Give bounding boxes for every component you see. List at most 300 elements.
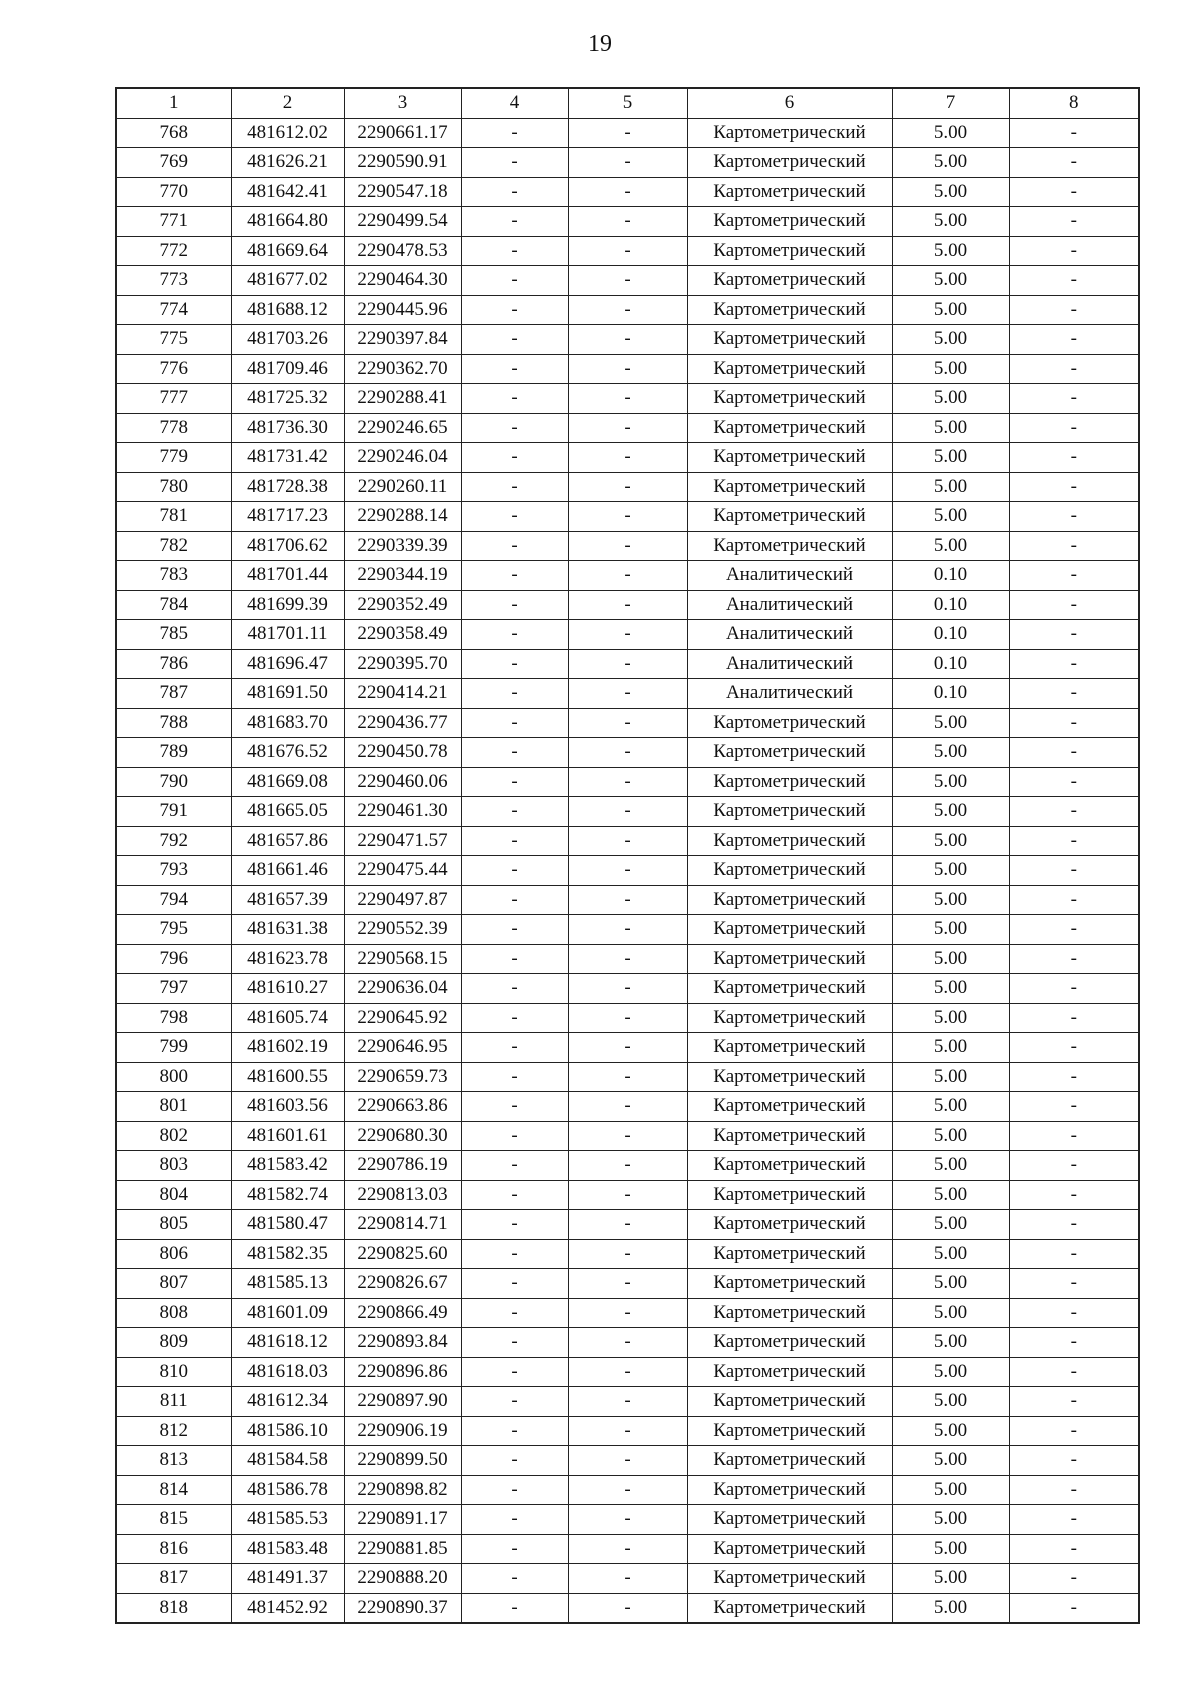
table-cell: 2290352.49: [344, 590, 461, 620]
table-cell: Картометрический: [687, 1210, 892, 1240]
table-cell: 2290344.19: [344, 561, 461, 591]
table-cell: -: [1009, 1387, 1139, 1417]
table-cell: -: [1009, 944, 1139, 974]
table-cell: -: [568, 1328, 687, 1358]
table-cell: -: [1009, 472, 1139, 502]
table-cell: -: [568, 531, 687, 561]
table-cell: 808: [116, 1298, 231, 1328]
table-cell: -: [1009, 826, 1139, 856]
table-cell: 798: [116, 1003, 231, 1033]
table-cell: 812: [116, 1416, 231, 1446]
table-row: [116, 443, 1139, 473]
table-cell: 2290866.49: [344, 1298, 461, 1328]
table-cell: 5.00: [892, 915, 1009, 945]
table-cell: Картометрический: [687, 1003, 892, 1033]
table-cell: 481631.38: [231, 915, 344, 945]
table-cell: Картометрический: [687, 738, 892, 768]
table-cell: 0.10: [892, 620, 1009, 650]
table-cell: 779: [116, 443, 231, 473]
table-cell: 2290288.41: [344, 384, 461, 414]
table-cell: 2290450.78: [344, 738, 461, 768]
table-cell: 2290893.84: [344, 1328, 461, 1358]
table-cell: 5.00: [892, 1151, 1009, 1181]
table-cell: Картометрический: [687, 207, 892, 237]
table-row: [116, 1416, 1139, 1446]
table-cell: -: [568, 1564, 687, 1594]
table-cell: 481665.05: [231, 797, 344, 827]
table-cell: 481664.80: [231, 207, 344, 237]
table-row: [116, 413, 1139, 443]
column-header: 7: [892, 88, 1009, 118]
table-cell: 481586.10: [231, 1416, 344, 1446]
table-cell: 481618.03: [231, 1357, 344, 1387]
table-cell: -: [461, 1062, 568, 1092]
table-cell: -: [568, 885, 687, 915]
page-number: 19: [588, 31, 612, 57]
table-cell: -: [1009, 974, 1139, 1004]
table-cell: -: [461, 295, 568, 325]
table-cell: -: [461, 177, 568, 207]
table-cell: 2290445.96: [344, 295, 461, 325]
table-cell: 5.00: [892, 236, 1009, 266]
table-cell: -: [1009, 1446, 1139, 1476]
table-cell: 481728.38: [231, 472, 344, 502]
table-cell: Картометрический: [687, 266, 892, 296]
table-cell: 2290590.91: [344, 148, 461, 178]
table-cell: -: [568, 148, 687, 178]
table-cell: -: [1009, 1003, 1139, 1033]
table-cell: -: [461, 325, 568, 355]
table-cell: 804: [116, 1180, 231, 1210]
table-cell: 5.00: [892, 1269, 1009, 1299]
table-cell: -: [461, 1475, 568, 1505]
table-cell: 481623.78: [231, 944, 344, 974]
table-cell: -: [568, 413, 687, 443]
table-cell: 802: [116, 1121, 231, 1151]
table-row: [116, 856, 1139, 886]
table-cell: -: [568, 797, 687, 827]
table-cell: -: [1009, 1593, 1139, 1623]
table-cell: 786: [116, 649, 231, 679]
table-row: [116, 207, 1139, 237]
table-cell: 481683.70: [231, 708, 344, 738]
table-cell: Картометрический: [687, 1062, 892, 1092]
table-cell: Картометрический: [687, 413, 892, 443]
table-cell: -: [1009, 1328, 1139, 1358]
table-cell: 772: [116, 236, 231, 266]
table-cell: -: [568, 1593, 687, 1623]
table-cell: Картометрический: [687, 1269, 892, 1299]
table-cell: -: [568, 1092, 687, 1122]
table-cell: -: [461, 1328, 568, 1358]
table-cell: Картометрический: [687, 856, 892, 886]
table-cell: -: [461, 885, 568, 915]
table-cell: -: [568, 590, 687, 620]
table-cell: 781: [116, 502, 231, 532]
table-cell: 481600.55: [231, 1062, 344, 1092]
table-cell: Картометрический: [687, 1505, 892, 1535]
table-cell: 795: [116, 915, 231, 945]
table-cell: 481586.78: [231, 1475, 344, 1505]
table-cell: 481612.34: [231, 1387, 344, 1417]
table-cell: -: [461, 472, 568, 502]
table-cell: 5.00: [892, 384, 1009, 414]
table-cell: 2290568.15: [344, 944, 461, 974]
table-cell: 768: [116, 118, 231, 148]
table-cell: -: [568, 1239, 687, 1269]
table-cell: 771: [116, 207, 231, 237]
table-cell: -: [1009, 148, 1139, 178]
table-cell: 782: [116, 531, 231, 561]
table-cell: -: [1009, 1062, 1139, 1092]
table-cell: -: [568, 1180, 687, 1210]
table-cell: 5.00: [892, 1446, 1009, 1476]
table-cell: Картометрический: [687, 797, 892, 827]
table-cell: 5.00: [892, 1180, 1009, 1210]
table-cell: 806: [116, 1239, 231, 1269]
table-cell: 800: [116, 1062, 231, 1092]
table-cell: 5.00: [892, 1121, 1009, 1151]
table-cell: 2290497.87: [344, 885, 461, 915]
table-cell: -: [461, 1239, 568, 1269]
table-cell: 481612.02: [231, 118, 344, 148]
table-cell: 5.00: [892, 1564, 1009, 1594]
table-cell: 481583.42: [231, 1151, 344, 1181]
table-cell: -: [1009, 502, 1139, 532]
table-cell: 481676.52: [231, 738, 344, 768]
table-cell: 481452.92: [231, 1593, 344, 1623]
table-cell: 5.00: [892, 531, 1009, 561]
table-cell: -: [461, 1033, 568, 1063]
table-cell: -: [1009, 207, 1139, 237]
table-cell: Картометрический: [687, 1475, 892, 1505]
table-cell: 778: [116, 413, 231, 443]
table-cell: 5.00: [892, 1092, 1009, 1122]
table-cell: -: [1009, 738, 1139, 768]
table-cell: -: [461, 1446, 568, 1476]
table-cell: -: [1009, 1239, 1139, 1269]
table-cell: 481717.23: [231, 502, 344, 532]
table-cell: 816: [116, 1534, 231, 1564]
table-body: [116, 118, 1139, 1623]
table-cell: 481602.19: [231, 1033, 344, 1063]
table-cell: -: [461, 1003, 568, 1033]
table-cell: 481580.47: [231, 1210, 344, 1240]
table-row: [116, 1121, 1139, 1151]
table-cell: -: [1009, 1269, 1139, 1299]
table-cell: -: [568, 177, 687, 207]
table-row: [116, 531, 1139, 561]
table-cell: 481584.58: [231, 1446, 344, 1476]
table-cell: 481642.41: [231, 177, 344, 207]
table-cell: 481626.21: [231, 148, 344, 178]
table-row: [116, 1269, 1139, 1299]
table-cell: 5.00: [892, 1475, 1009, 1505]
table-row: [116, 1387, 1139, 1417]
table-cell: 2290475.44: [344, 856, 461, 886]
table-cell: -: [461, 413, 568, 443]
table-cell: 5.00: [892, 1505, 1009, 1535]
table-cell: -: [1009, 915, 1139, 945]
table-cell: 2290460.06: [344, 767, 461, 797]
table-cell: 801: [116, 1092, 231, 1122]
table-cell: -: [461, 944, 568, 974]
table-cell: 5.00: [892, 826, 1009, 856]
table-cell: 481701.44: [231, 561, 344, 591]
table-cell: 790: [116, 767, 231, 797]
table-row: [116, 590, 1139, 620]
table-row: [116, 1534, 1139, 1564]
table-cell: 5.00: [892, 944, 1009, 974]
table-cell: -: [461, 1534, 568, 1564]
table-cell: -: [1009, 885, 1139, 915]
table-cell: 0.10: [892, 679, 1009, 709]
table-cell: 2290896.86: [344, 1357, 461, 1387]
table-cell: 5.00: [892, 266, 1009, 296]
table-cell: -: [1009, 767, 1139, 797]
table-cell: 2290890.37: [344, 1593, 461, 1623]
column-header: 4: [461, 88, 568, 118]
table-cell: -: [461, 1387, 568, 1417]
table-cell: 787: [116, 679, 231, 709]
table-cell: -: [568, 1121, 687, 1151]
table-row: [116, 502, 1139, 532]
table-cell: 2290663.86: [344, 1092, 461, 1122]
table-cell: -: [568, 236, 687, 266]
table-cell: 2290362.70: [344, 354, 461, 384]
table-cell: -: [568, 1446, 687, 1476]
table-cell: Картометрический: [687, 354, 892, 384]
table-row: [116, 1180, 1139, 1210]
table-row: [116, 679, 1139, 709]
table-cell: -: [1009, 1416, 1139, 1446]
table-cell: -: [1009, 266, 1139, 296]
table-cell: Картометрический: [687, 118, 892, 148]
table-cell: -: [1009, 590, 1139, 620]
table-cell: Картометрический: [687, 472, 892, 502]
table-row: [116, 826, 1139, 856]
table-cell: 5.00: [892, 1239, 1009, 1269]
table-cell: -: [461, 590, 568, 620]
table-cell: 0.10: [892, 649, 1009, 679]
table-cell: -: [461, 236, 568, 266]
table-cell: -: [461, 974, 568, 1004]
table-cell: -: [568, 1003, 687, 1033]
table-row: [116, 767, 1139, 797]
table-cell: 817: [116, 1564, 231, 1594]
table-cell: -: [461, 620, 568, 650]
table-cell: -: [1009, 649, 1139, 679]
table-cell: 481661.46: [231, 856, 344, 886]
table-cell: -: [568, 944, 687, 974]
table-cell: 2290464.30: [344, 266, 461, 296]
table-cell: -: [461, 915, 568, 945]
table-cell: -: [1009, 620, 1139, 650]
table-cell: 5.00: [892, 1298, 1009, 1328]
table-cell: Аналитический: [687, 561, 892, 591]
column-header: 3: [344, 88, 461, 118]
table-cell: -: [568, 974, 687, 1004]
table-cell: -: [568, 354, 687, 384]
table-cell: 777: [116, 384, 231, 414]
table-cell: 776: [116, 354, 231, 384]
table-cell: Картометрический: [687, 1328, 892, 1358]
table-cell: 785: [116, 620, 231, 650]
table-header-row: [116, 88, 1139, 118]
table-cell: 5.00: [892, 1003, 1009, 1033]
table-cell: 791: [116, 797, 231, 827]
table-row: [116, 236, 1139, 266]
table-row: [116, 561, 1139, 591]
table-cell: -: [461, 1210, 568, 1240]
table-cell: 2290547.18: [344, 177, 461, 207]
table-cell: Картометрический: [687, 1446, 892, 1476]
table-cell: 2290825.60: [344, 1239, 461, 1269]
table-cell: -: [461, 384, 568, 414]
table-cell: Картометрический: [687, 1416, 892, 1446]
table-cell: -: [461, 354, 568, 384]
table-cell: 5.00: [892, 207, 1009, 237]
table-row: [116, 944, 1139, 974]
table-cell: -: [568, 738, 687, 768]
table-row: [116, 384, 1139, 414]
table-cell: -: [568, 561, 687, 591]
table-cell: 2290636.04: [344, 974, 461, 1004]
table-cell: Картометрический: [687, 1121, 892, 1151]
table-cell: -: [1009, 797, 1139, 827]
table-row: [116, 1593, 1139, 1623]
table-cell: 2290339.39: [344, 531, 461, 561]
table-cell: 5.00: [892, 856, 1009, 886]
table-cell: -: [461, 266, 568, 296]
table-cell: 481583.48: [231, 1534, 344, 1564]
table-row: [116, 148, 1139, 178]
table-cell: Аналитический: [687, 649, 892, 679]
table-cell: -: [568, 118, 687, 148]
table-row: [116, 1328, 1139, 1358]
table-cell: -: [461, 1357, 568, 1387]
table-cell: 2290288.14: [344, 502, 461, 532]
table-cell: 5.00: [892, 1593, 1009, 1623]
table-cell: -: [568, 679, 687, 709]
table-cell: -: [568, 856, 687, 886]
table-cell: Картометрический: [687, 767, 892, 797]
table-cell: 5.00: [892, 1357, 1009, 1387]
table-cell: -: [1009, 1357, 1139, 1387]
table-cell: 2290246.04: [344, 443, 461, 473]
table-cell: Аналитический: [687, 620, 892, 650]
table-cell: 813: [116, 1446, 231, 1476]
table-cell: 5.00: [892, 797, 1009, 827]
table-cell: -: [461, 797, 568, 827]
table-cell: 481603.56: [231, 1092, 344, 1122]
table-cell: -: [568, 1033, 687, 1063]
table-cell: 2290397.84: [344, 325, 461, 355]
table-cell: Картометрический: [687, 502, 892, 532]
table-cell: Картометрический: [687, 915, 892, 945]
table-cell: 481669.64: [231, 236, 344, 266]
table-cell: 2290659.73: [344, 1062, 461, 1092]
table-cell: 2290898.82: [344, 1475, 461, 1505]
table-cell: -: [1009, 1298, 1139, 1328]
table-cell: -: [1009, 1151, 1139, 1181]
table-cell: -: [568, 767, 687, 797]
table-cell: 2290260.11: [344, 472, 461, 502]
table-row: [116, 797, 1139, 827]
table-cell: -: [1009, 1505, 1139, 1535]
table-cell: Картометрический: [687, 325, 892, 355]
table-cell: Картометрический: [687, 1593, 892, 1623]
table-cell: -: [461, 649, 568, 679]
table-cell: Картометрический: [687, 1564, 892, 1594]
table-cell: 481688.12: [231, 295, 344, 325]
table-cell: Картометрический: [687, 1298, 892, 1328]
table-cell: 2290906.19: [344, 1416, 461, 1446]
table-cell: 0.10: [892, 590, 1009, 620]
table-cell: -: [568, 325, 687, 355]
table-row: [116, 1505, 1139, 1535]
table-cell: -: [568, 502, 687, 532]
table-row: [116, 738, 1139, 768]
table-cell: 2290786.19: [344, 1151, 461, 1181]
table-cell: 5.00: [892, 118, 1009, 148]
table-cell: 770: [116, 177, 231, 207]
table-cell: Картометрический: [687, 826, 892, 856]
table-cell: -: [1009, 679, 1139, 709]
table-row: [116, 974, 1139, 1004]
table-cell: -: [568, 649, 687, 679]
table-cell: -: [461, 502, 568, 532]
table-cell: -: [568, 1387, 687, 1417]
table-cell: 5.00: [892, 767, 1009, 797]
table-row: [116, 1357, 1139, 1387]
table-row: [116, 295, 1139, 325]
table-cell: -: [1009, 708, 1139, 738]
table-cell: Картометрический: [687, 1357, 892, 1387]
table-cell: Аналитический: [687, 590, 892, 620]
table-cell: 5.00: [892, 354, 1009, 384]
table-cell: -: [461, 1151, 568, 1181]
table-cell: 481657.86: [231, 826, 344, 856]
table-cell: Картометрический: [687, 974, 892, 1004]
table-cell: -: [461, 826, 568, 856]
table-row: [116, 1003, 1139, 1033]
table-cell: 5.00: [892, 708, 1009, 738]
table-cell: 481585.13: [231, 1269, 344, 1299]
table-cell: 2290888.20: [344, 1564, 461, 1594]
table-cell: 773: [116, 266, 231, 296]
table-cell: Картометрический: [687, 1033, 892, 1063]
table-cell: 783: [116, 561, 231, 591]
table-cell: -: [568, 1210, 687, 1240]
table-cell: Картометрический: [687, 944, 892, 974]
table-cell: 481669.08: [231, 767, 344, 797]
table-cell: 792: [116, 826, 231, 856]
table-cell: -: [1009, 1121, 1139, 1151]
table-cell: -: [568, 295, 687, 325]
table-cell: 481582.35: [231, 1239, 344, 1269]
table-cell: 5.00: [892, 472, 1009, 502]
table-cell: 481725.32: [231, 384, 344, 414]
table-cell: -: [461, 679, 568, 709]
table-cell: Картометрический: [687, 1387, 892, 1417]
table-cell: -: [1009, 856, 1139, 886]
table-cell: -: [461, 207, 568, 237]
table-cell: -: [461, 708, 568, 738]
table-cell: 2290461.30: [344, 797, 461, 827]
table-cell: 481731.42: [231, 443, 344, 473]
table-row: [116, 177, 1139, 207]
